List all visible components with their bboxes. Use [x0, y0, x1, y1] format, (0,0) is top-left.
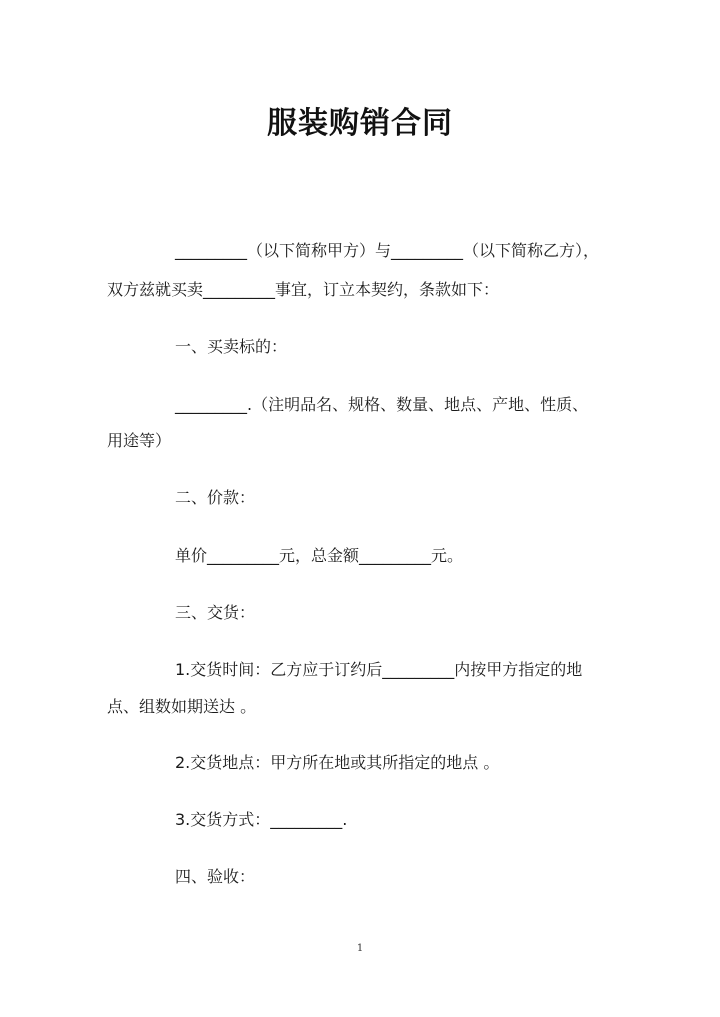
paragraph-delivery-method: 3.交货方式：_________. — [175, 810, 348, 829]
paragraph-parties-line-2: 双方兹就买卖_________事宜，订立本契约，条款如下： — [107, 280, 500, 299]
paragraph-subject-line-1: _________.（注明品名、规格、数量、地点、产地、性质、 — [175, 395, 589, 414]
page-number: 1 — [356, 943, 364, 954]
paragraph-delivery-place: 2.交货地点：甲方所在地或其所指定的地点 。 — [175, 753, 500, 772]
section-heading-price: 二、价款： — [175, 488, 256, 507]
paragraph-price: 单价_________元，总金额_________元。 — [175, 546, 464, 565]
section-heading-delivery: 三、交货： — [175, 603, 256, 622]
section-heading-subject: 一、买卖标的： — [175, 337, 288, 356]
document-title: 服装购销合同 — [267, 106, 453, 141]
paragraph-parties-line-1: _________（以下简称甲方）与_________（以下简称乙方）， — [175, 241, 600, 260]
paragraph-subject-line-2: 用途等） — [107, 431, 172, 450]
section-heading-acceptance: 四、验收： — [175, 867, 256, 886]
paragraph-delivery-time-line-2: 点、组数如期送达 。 — [107, 697, 257, 716]
paragraph-delivery-time-line-1: 1.交货时间：乙方应于订约后_________内按甲方指定的地 — [175, 660, 583, 679]
